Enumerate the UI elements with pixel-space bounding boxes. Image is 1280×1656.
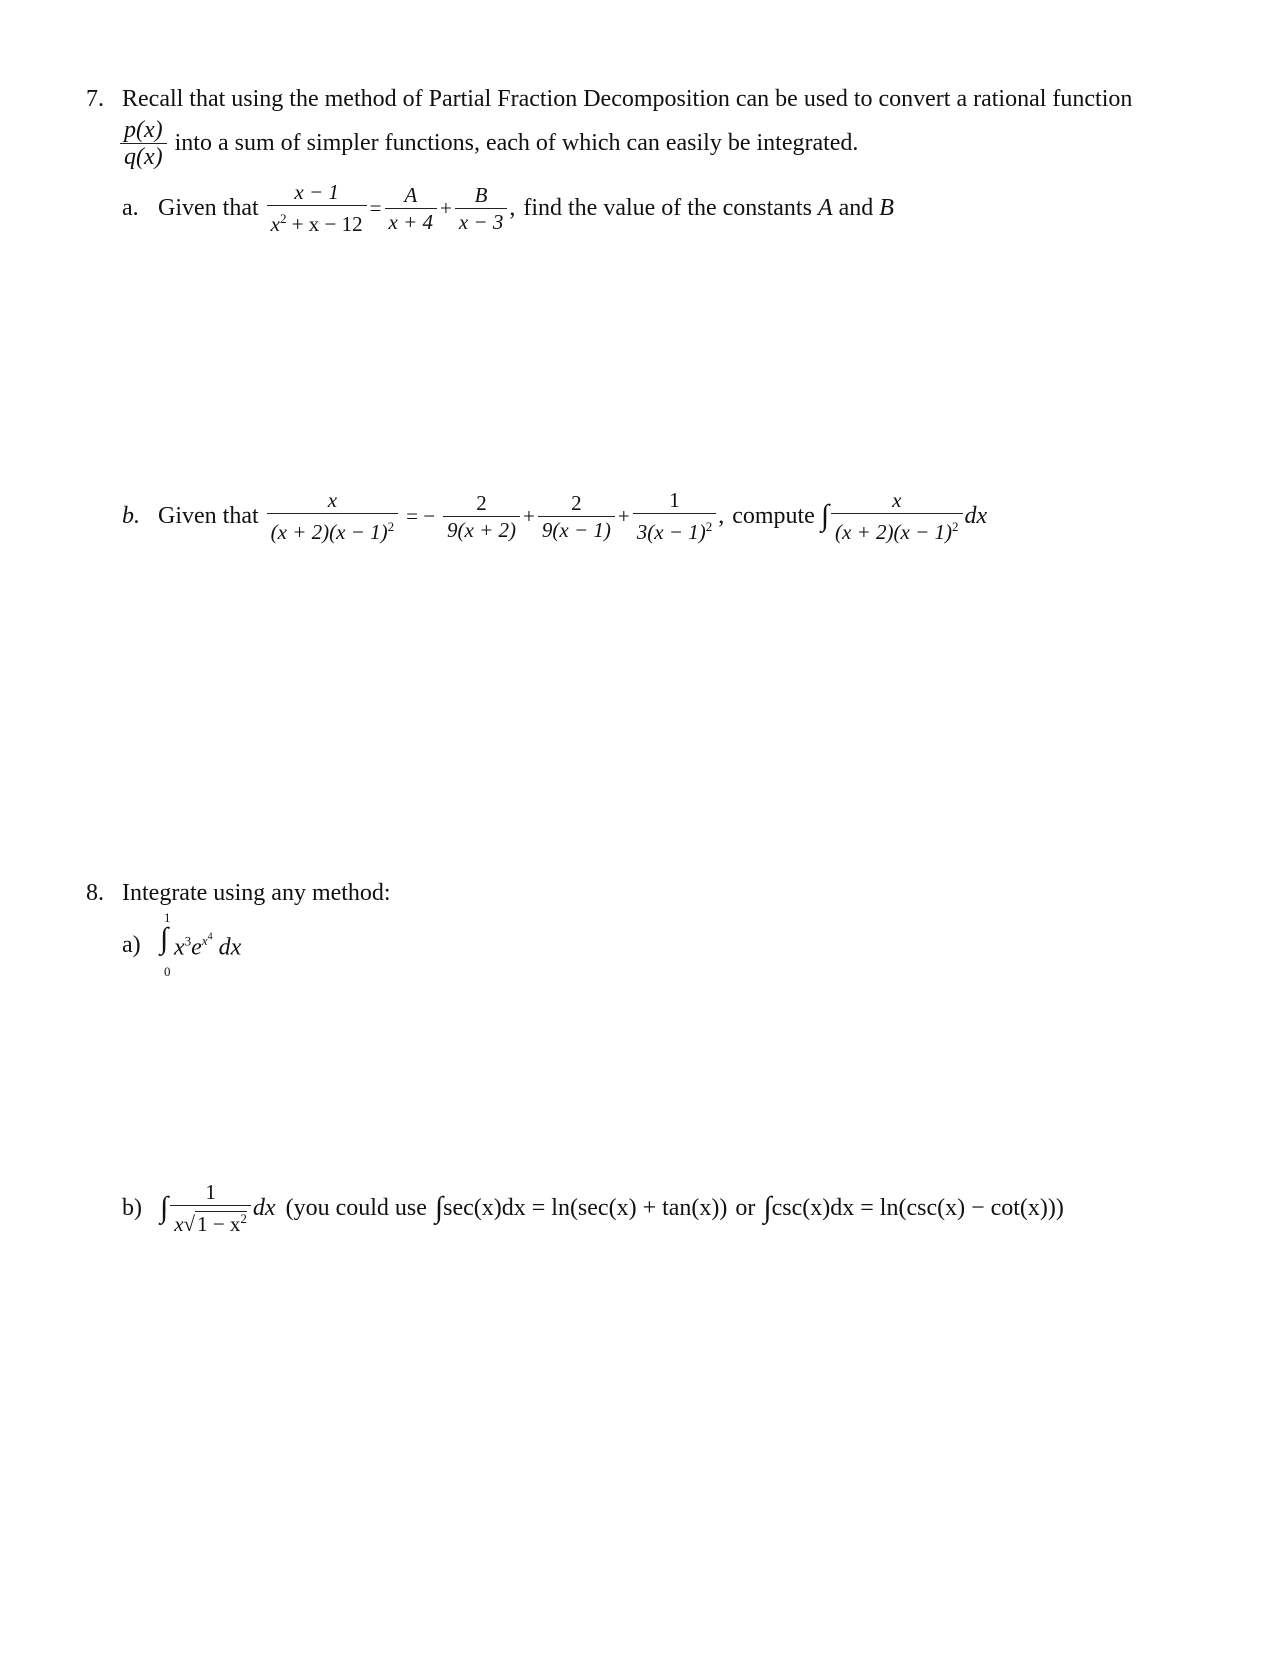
q7-part-b: b. Given that $\frac{x}{(x + 2)(x - 1)^2}$ = − $\frac{2}{9(x + 2)}$ + $\frac{2}{9(x - 1)}$ + $\frac{1}{3(x - 1)^2}$ , compute ∫ $\frac{x}{(x + 2)(x - 1)^2}$ dx [122, 488, 988, 544]
hint-sec-identity: sec(x)dx = ln(sec(x) + tan(x)) [443, 1194, 728, 1221]
plus-sign: + [440, 195, 452, 220]
question-7-number: 7. [86, 86, 104, 112]
upper-limit: 1 [164, 910, 171, 925]
q7-pq-fraction-line [118, 118, 858, 169]
term-A-fraction: $\frac{A}{x + 4}$ [385, 183, 438, 234]
lower-limit: 0 [164, 964, 171, 979]
q7-part-a: a. Given that $\frac{x - 1}{x^2 + x - 12}$ = $\frac{A}{x + 4}$ + $\frac{B}{x - 3}$ , find the value of the constants A and B [122, 180, 894, 236]
hint-csc-identity: csc(x)dx = ln(csc(x) − cot(x)) [771, 1194, 1056, 1221]
integrand-8b-fraction: $\frac{1}{x√1 - x^2}$ [170, 1180, 251, 1236]
hint-integral-sign-2: ∫ [763, 1191, 772, 1224]
hint-integral-sign-1: ∫ [434, 1191, 444, 1224]
part-a-lhs-fraction: $\frac{x - 1}{x^2 + x - 12}$ [267, 180, 367, 236]
part-a-instruction: find the value of the constants A and B [523, 194, 894, 221]
definite-integral-sign: ∫ [160, 922, 169, 955]
question-8-title: Integrate using any method: [122, 880, 391, 906]
part-b-given: Given that [158, 502, 259, 529]
part-a-given: Given that [158, 194, 259, 221]
part-b-label: b. [122, 502, 140, 529]
compute-text: compute [732, 502, 815, 529]
part-8a-label: a) [122, 932, 141, 958]
equals-sign: = [369, 195, 382, 220]
dx: dx [964, 502, 988, 529]
integrand-8a: $x^3e^{x^4}$ dx [174, 932, 242, 961]
term1-fraction: $\frac{2}{9(x + 2)}$ [443, 491, 520, 542]
part-a-label: a. [122, 194, 139, 221]
q8-part-b: b) ∫ $\frac{1}{x√1 - x^2}$ dx (you could use ∫ sec(x)dx = ln(sec(x) + tan(x)) or ∫ csc(x)dx = ln(csc(x) − cot(x)) ) [122, 1180, 1064, 1236]
hint-open: (you could use [285, 1194, 427, 1221]
term2-fraction: $\frac{2}{9(x - 1)}$ [538, 491, 615, 542]
p-over-q-fraction: $\frac{p(x)}{q(x)}$ [120, 118, 167, 169]
integral-sign-8b: ∫ [160, 1191, 169, 1224]
integral-sign: ∫ [820, 499, 830, 532]
question-7-intro-continued: into a sum of simpler functions, each of which can easily be integrated. [174, 130, 859, 156]
part-b-lhs-fraction: $\frac{x}{(x + 2)(x - 1)^2}$ [267, 488, 398, 544]
question-7-intro: Recall that using the method of Partial Fraction Decomposition can be used to convert a rational function [122, 86, 1133, 112]
term3-fraction: $\frac{1}{3(x - 1)^2}$ [633, 488, 716, 544]
or-text: or [735, 1194, 756, 1221]
equals-minus: = − [406, 503, 436, 528]
question-8-number: 8. [86, 880, 104, 906]
part-8b-label: b) [122, 1194, 142, 1221]
term-B-fraction: $\frac{B}{x - 3}$ [455, 183, 508, 234]
integrand-fraction: $\frac{x}{(x + 2)(x - 1)^2}$ [831, 488, 962, 544]
